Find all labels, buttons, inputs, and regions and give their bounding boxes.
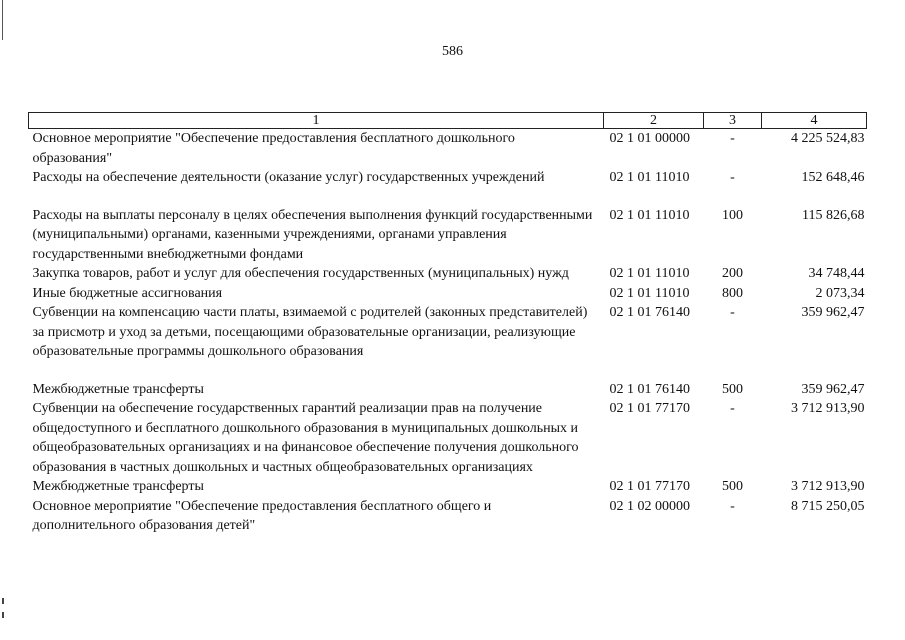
row-code: 02 1 01 77170 [609,401,690,416]
row-name: Межбюджетные трансферты [32,479,204,494]
row-amount: 4 225 524,83 [791,131,865,146]
row-code: 02 1 01 11010 [609,170,690,185]
row-name: Межбюджетные трансферты [32,381,204,397]
page-edge-mark [2,612,4,618]
row-name: Субвенции на обеспечение государственных гарантий реализации прав на получение общедоступного и бесплатного дошкольного образования в муниципальных дошкольных и общеобразовательных организациях и на финансовое обеспечение получения дошкольного образования в частных дошкольных и частных общеобразовательных организациях [32,401,579,475]
row-code: 02 1 01 76140 [609,381,690,397]
table-row [29,380,867,400]
header-col-1: 1 [29,113,604,129]
row-amount: 3 712 913,90 [791,401,865,416]
row-type: 200 [722,266,743,281]
header-col-4: 4 [762,113,867,129]
row-amount: 359 962,47 [801,305,865,320]
row-amount: 115 826,68 [802,207,865,223]
row-code: 02 1 01 00000 [609,131,690,146]
row-code: 02 1 01 77170 [609,479,690,494]
row-code: 02 1 01 76140 [609,305,690,320]
row-amount: 34 748,44 [808,266,865,281]
table-row [29,168,867,206]
row-name: Расходы на обеспечение деятельности (оказание услуг) государственных учреждений [32,170,545,185]
row-type: - [730,401,735,416]
row-type: 100 [722,207,743,223]
table-row [29,497,867,536]
table-row [29,303,867,380]
table-row [29,129,867,169]
row-name: Основное мероприятие "Обеспечение предоставления бесплатного общего и дополнительного образования детей" [32,498,492,533]
table-row [29,399,867,477]
budget-table-container [28,112,866,536]
header-col-3: 3 [704,113,762,129]
row-type: - [730,170,735,185]
row-code: 02 1 01 11010 [609,266,690,281]
row-name: Иные бюджетные ассигнования [32,285,223,301]
row-code: 02 1 01 11010 [609,285,690,301]
row-type: 500 [722,381,743,397]
row-type: 500 [722,479,743,494]
row-type: - [730,305,735,320]
header-col-2: 2 [604,113,704,129]
row-name: Субвенции на компенсацию части платы, взимаемой с родителей (законных представителей) за присмотр и уход за детьми, посещающими образовательные организации, реализующие образовательные программы дошкольного образования [32,305,588,359]
row-name: Расходы на выплаты персоналу в целях обеспечения выполнения функций государственными (муниципальными) органами, казенными учреждениями, органами управления государственными внебюджетными фондами [32,207,593,262]
row-type: 800 [722,285,743,301]
budget-table [28,112,867,536]
table-row [29,284,867,304]
row-amount: 3 712 913,90 [791,479,865,494]
row-amount: 359 962,47 [801,381,865,397]
table-row [29,477,867,497]
table-header [29,113,867,129]
row-code: 02 1 02 00000 [609,498,690,514]
page-edge-mark [2,598,4,604]
row-amount: 152 648,46 [801,170,865,185]
row-amount: 8 715 250,05 [791,498,865,514]
page-edge-line [2,0,3,40]
row-type: - [730,131,735,146]
row-name: Закупка товаров, работ и услуг для обеспечения государственных (муниципальных) нужд [32,266,569,281]
header-row [29,113,867,129]
row-amount: 2 073,34 [815,285,865,301]
table-body [29,129,867,536]
page-number: 586 [442,44,463,59]
table-row [29,206,867,265]
row-code: 02 1 01 11010 [609,207,690,223]
table-row [29,264,867,284]
row-type: - [730,498,735,514]
row-name: Основное мероприятие "Обеспечение предоставления бесплатного дошкольного образования" [32,131,515,166]
